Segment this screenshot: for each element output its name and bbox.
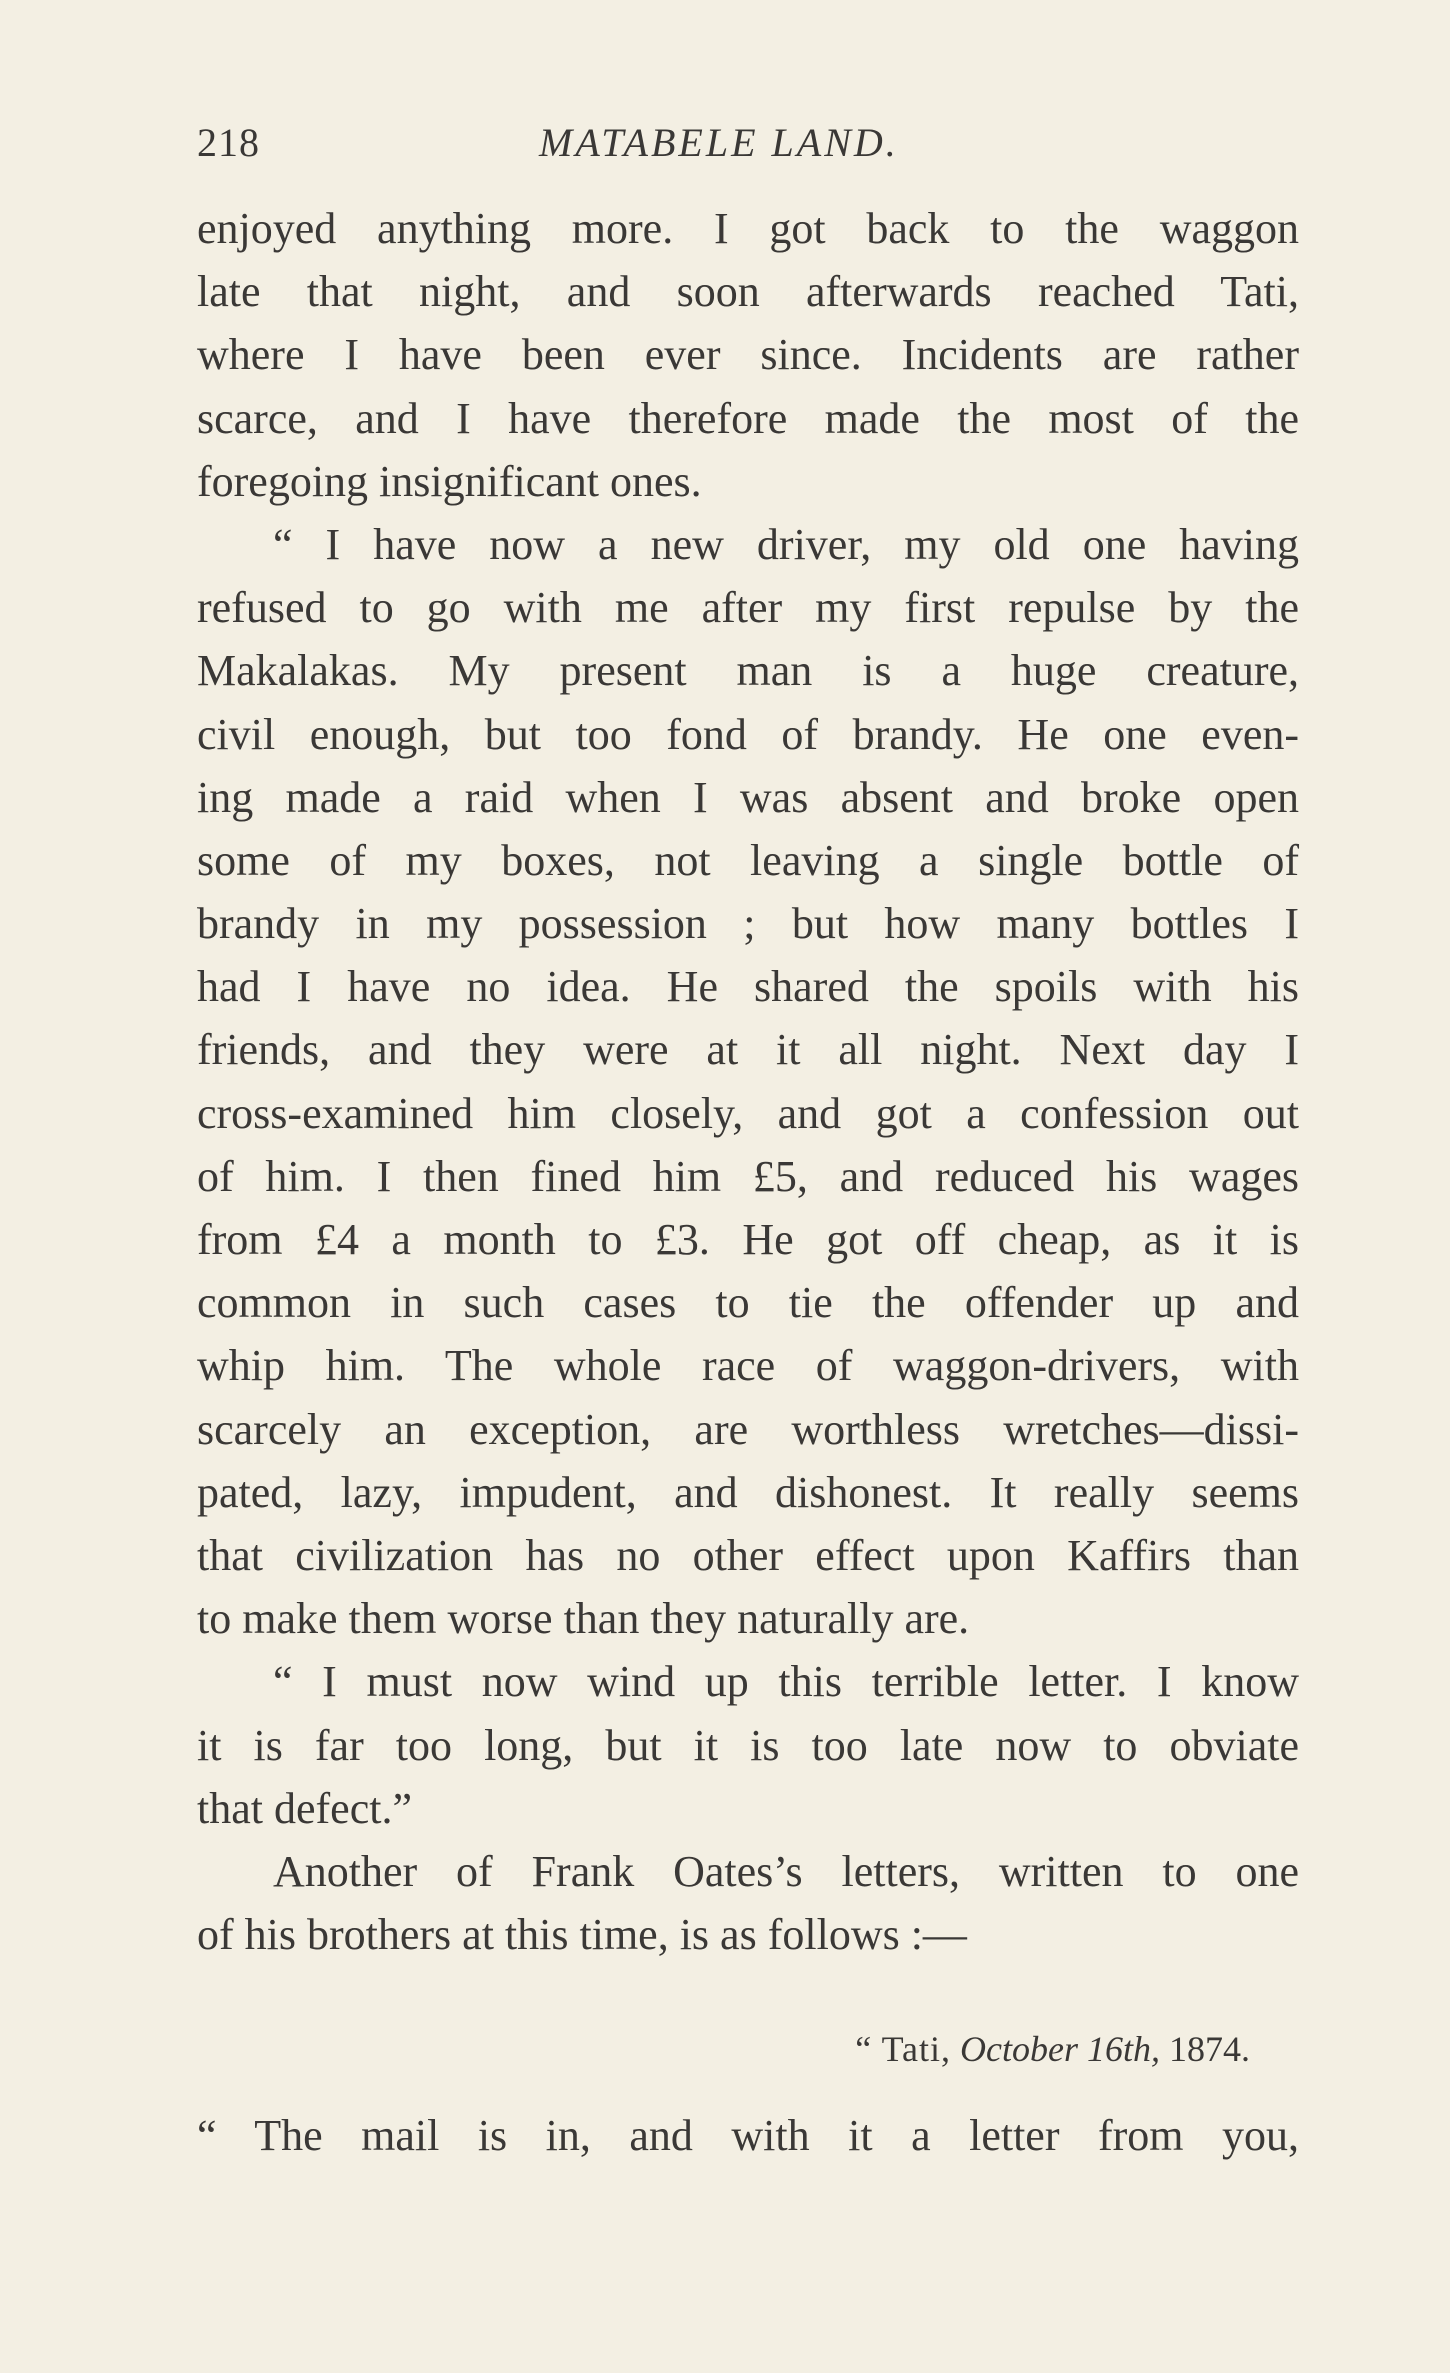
letter-opening-line: “ The mail is in, and with it a letter from you, [197, 2111, 1299, 2160]
text-line: civil enough, but too fond of brandy. He one even- [197, 709, 1299, 759]
text-line: where I have been ever since. Incidents are rather [197, 330, 1299, 380]
text-line: had I have no idea. He shared the spoils with his [197, 962, 1299, 1012]
text-line: that civilization has no other effect upon Kaffirs than [197, 1530, 1299, 1580]
letter-dateline [855, 2024, 1250, 2074]
text-line: common in such cases to tie the offender up and [197, 1278, 1299, 1328]
text-line: of him. I then fined him £5, and reduced his wages [197, 1151, 1299, 1201]
text-line: foregoing insignificant ones. [197, 456, 702, 506]
text-line: brandy in my possession ; but how many bottles I [197, 899, 1299, 949]
text-line: refused to go with me after my first repulse by the [197, 583, 1299, 633]
text-line: that defect.” [197, 1783, 412, 1833]
running-head [197, 117, 1299, 169]
dateline-place: “ Tati, [855, 2029, 952, 2069]
text-line: pated, lazy, impudent, and dishonest. It really seems [197, 1467, 1299, 1517]
text-line: scarce, and I have therefore made the most of the [197, 393, 1299, 443]
text-line: of his brothers at this time, is as follows :— [197, 1910, 967, 1960]
text-line: some of my boxes, not leaving a single bottle of [197, 835, 1299, 885]
text-line: ing made a raid when I was absent and broke open [197, 772, 1299, 822]
text-line: from £4 a month to £3. He got off cheap, as it is [197, 1215, 1299, 1264]
text-line: it is far too long, but it is too late now to obviate [197, 1720, 1299, 1770]
dateline-date: October 16th, [960, 2029, 1160, 2069]
text-line: whip him. The whole race of waggon-drivers, with [197, 1341, 1299, 1391]
page-number: 218 [197, 120, 260, 165]
text-line: enjoyed anything more. I got back to the waggon [197, 204, 1299, 253]
text-line: “ I have now a new driver, my old one having [273, 519, 1299, 569]
text-line: cross-examined him closely, and got a confession out [197, 1088, 1299, 1138]
text-line: scarcely an exception, are worthless wretches—dissi- [197, 1404, 1299, 1454]
text-line: Another of Frank Oates’s letters, written to one [273, 1846, 1299, 1896]
running-title: MATABELE LAND. [539, 120, 899, 165]
text-line: Makalakas. My present man is a huge creature, [197, 646, 1299, 696]
text-line: friends, and they were at it all night. Next day I [197, 1025, 1299, 1075]
dateline-year: 1874. [1169, 2029, 1250, 2069]
text-line: “ I must now wind up this terrible letter. I know [273, 1657, 1299, 1707]
text-line: to make them worse than they naturally are. [197, 1594, 970, 1644]
text-line: late that night, and soon afterwards reached Tati, [197, 267, 1299, 317]
body-text [197, 197, 1299, 1966]
